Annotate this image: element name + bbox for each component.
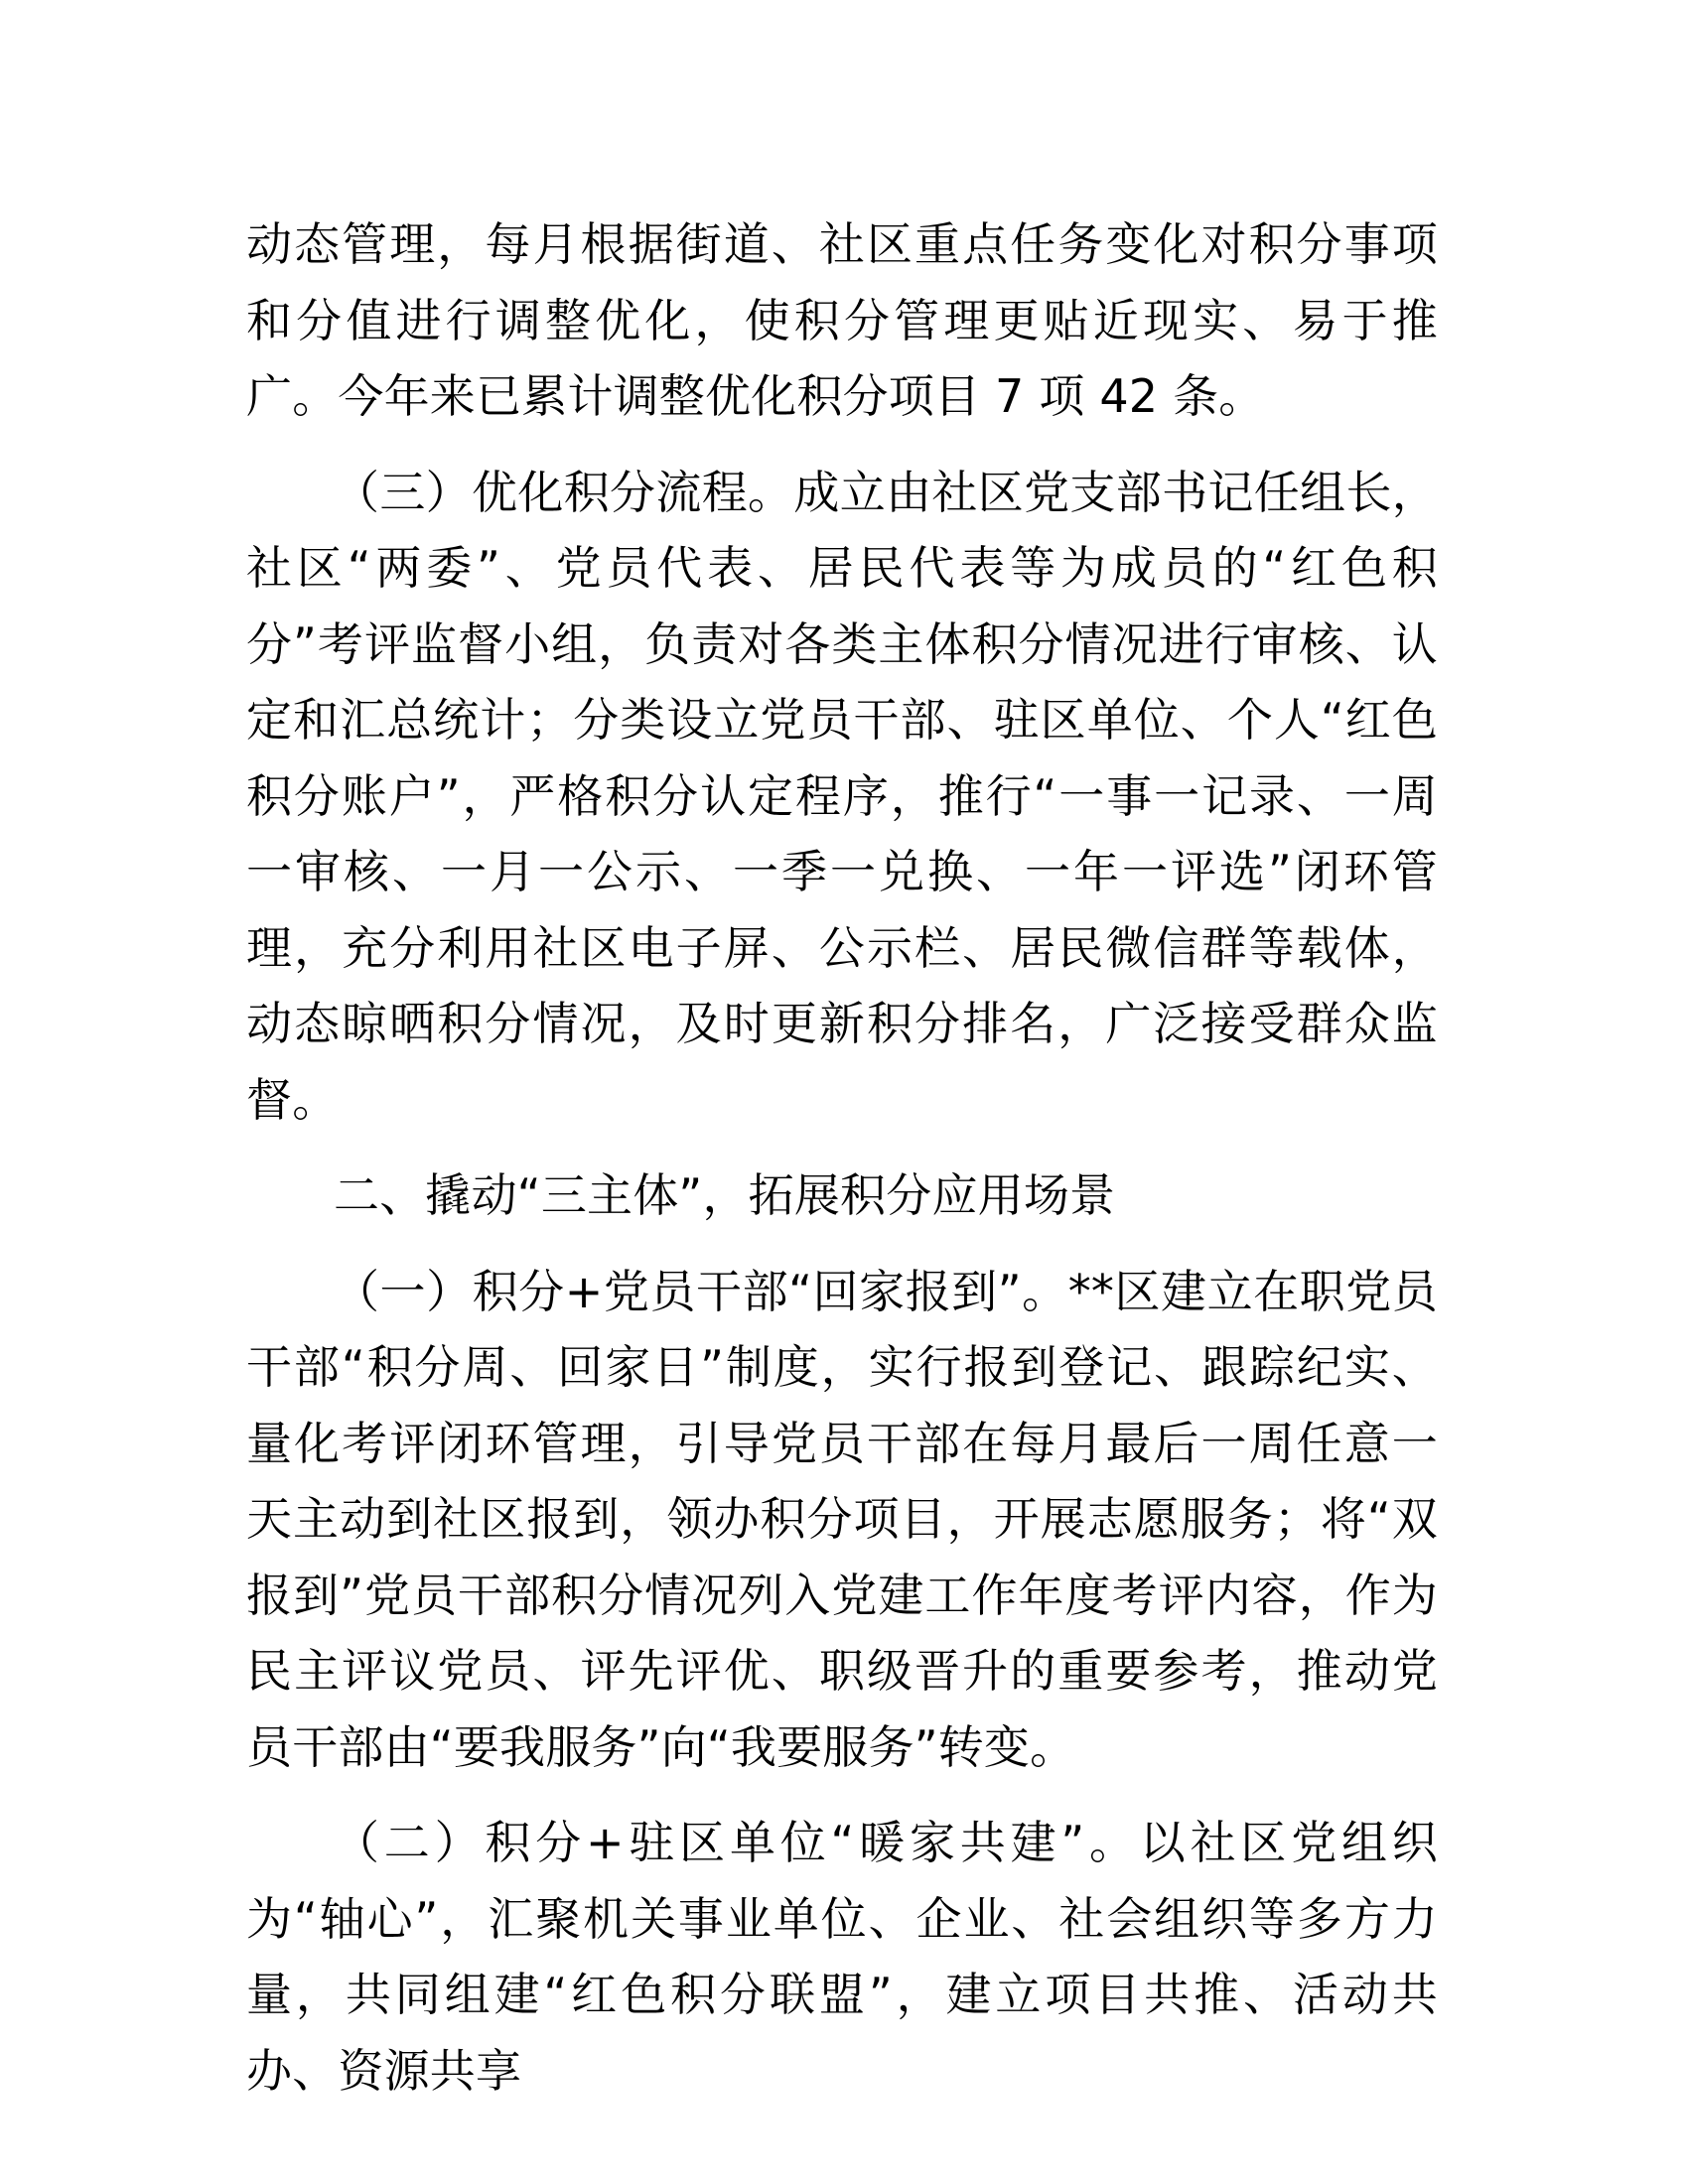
paragraph-optimize-points-process: （三）优化积分流程。成立由社区党支部书记任组长，社区“两委”、党员代表、居民代表等为成员的“红色积分”考评监督小组，负责对各类主体积分情况进行审核、认定和汇总统计；分类设立党员干部、驻区单位、个人“红色积分账户”，严格积分认定程序，推行“一事一记录、一周一审核、一月一公示、一季一兑换、一年一评选”闭环管理，充分利用社区电子屏、公示栏、居民微信群等载体，动态晾晒积分情况，及时更新积分排名，广泛接受群众监督。 [246, 465, 1438, 1127]
paragraph-party-cadres-report: （一）积分+党员干部“回家报到”。**区建立在职党员干部“积分周、回家日”制度，实行报到登记、跟踪纪实、量化考评闭环管理，引导党员干部在每月最后一周任意一天主动到社区报到，领办积分项目，开展志愿服务；将“双报到”党员干部积分情况列入党建工作年度考评内容，作为民主评议党员、评先评优、职级晋升的重要参考，推动党员干部由“要我服务”向“我要服务”转变。 [246, 1264, 1438, 1774]
document-body [246, 206, 1438, 2128]
section-heading-three-subjects: 二、撬动“三主体”，拓展积分应用场景 [334, 1168, 1116, 1222]
paragraph-resident-units-build: （二）积分+驻区单位“暖家共建”。以社区党组织为“轴心”，汇聚机关事业单位、企业、社会组织等多方力量，共同组建“红色积分联盟”，建立项目共推、活动共办、资源共享 [246, 1816, 1438, 2098]
paragraph-dynamic-management: 动态管理，每月根据街道、社区重点任务变化对积分事项和分值进行调整优化，使积分管理更贴近现实、易于推广。今年来已累计调整优化积分项目 7 项 42 条。 [246, 217, 1438, 423]
